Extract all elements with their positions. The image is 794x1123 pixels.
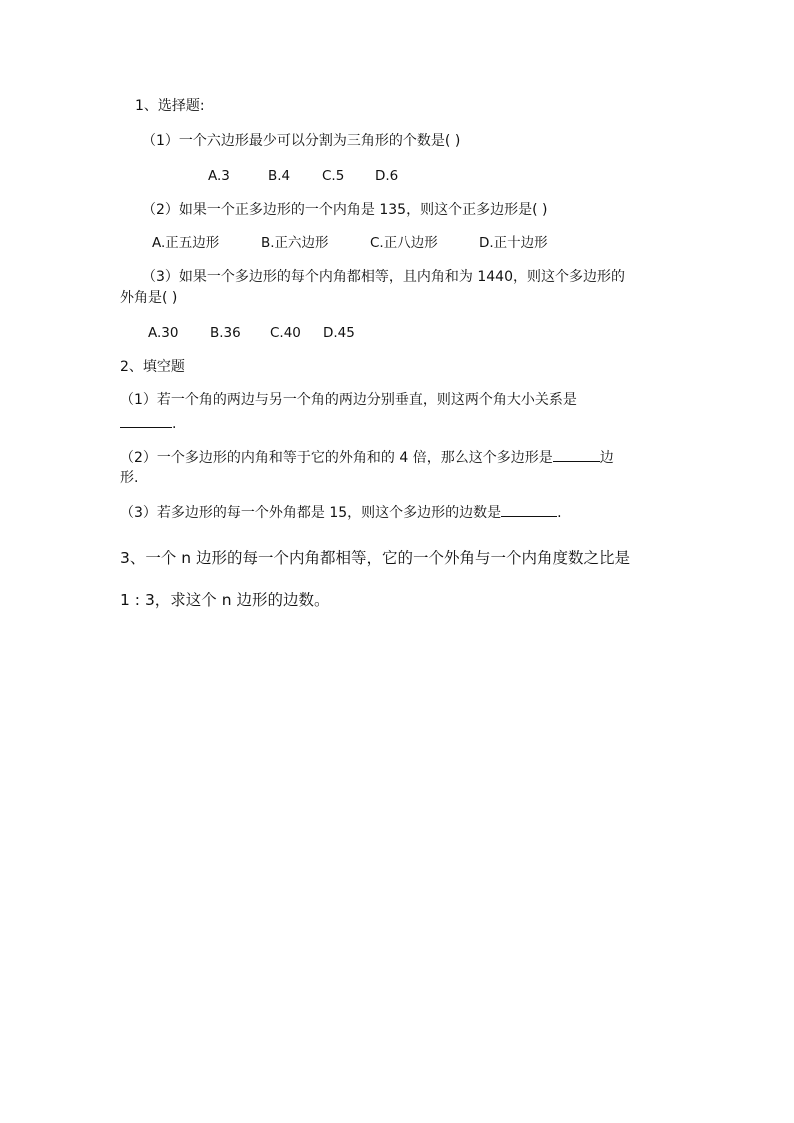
question-2-3-text: （3）若多边形的每一个外角都是 15，则这个多边形的边数是 (120, 505, 502, 521)
option-1-3-b: B.36 (210, 325, 241, 341)
option-1-1-a: A.3 (208, 168, 230, 184)
question-2-2-suffix: 边 (599, 450, 614, 466)
answer-blank[interactable] (120, 413, 172, 428)
option-1-3-c: C.40 (270, 325, 301, 341)
question-2-1-line2 (120, 413, 176, 433)
option-1-2-d: D.正十边形 (479, 235, 548, 251)
section1-heading: 1、选择题: (135, 98, 205, 114)
question-1-1: （1）一个六边形最少可以分割为三角形的个数是( ) (142, 133, 461, 149)
question-2-1-period: . (172, 416, 177, 432)
option-1-2-c: C.正八边形 (370, 235, 438, 251)
question-1-3-line2: 外角是( ) (120, 290, 178, 306)
question-3-line1: 3、一个 n 边形的每一个内角都相等，它的一个外角与一个内角度数之比是 (120, 549, 631, 567)
option-1-3-a: A.30 (148, 325, 179, 341)
section2-heading: 2、填空题 (120, 359, 185, 375)
question-2-2-line1 (120, 447, 614, 467)
question-1-3-line1: （3）如果一个多边形的每个内角都相等，且内角和为 1440，则这个多边形的 (142, 269, 625, 285)
answer-blank[interactable] (501, 502, 557, 517)
question-2-2-line2: 形. (120, 470, 139, 486)
question-3-line2: 1 : 3，求这个 n 边形的边数。 (120, 591, 330, 609)
answer-blank[interactable] (553, 447, 600, 462)
option-1-1-b: B.4 (268, 168, 291, 184)
question-2-2-text: （2）一个多边形的内角和等于它的外角和的 4 倍，那么这个多边形是 (120, 450, 553, 466)
option-1-2-a: A.正五边形 (152, 235, 220, 251)
question-1-2: （2）如果一个正多边形的一个内角是 135，则这个正多边形是( ) (142, 202, 548, 218)
question-2-3-period: . (557, 505, 562, 521)
option-1-3-d: D.45 (323, 325, 355, 341)
question-2-1-line1: （1）若一个角的两边与另一个角的两边分别垂直，则这两个角大小关系是 (120, 392, 577, 408)
option-1-1-d: D.6 (375, 168, 399, 184)
question-2-3 (120, 502, 562, 522)
option-1-1-c: C.5 (322, 168, 345, 184)
option-1-2-b: B.正六边形 (261, 235, 329, 251)
